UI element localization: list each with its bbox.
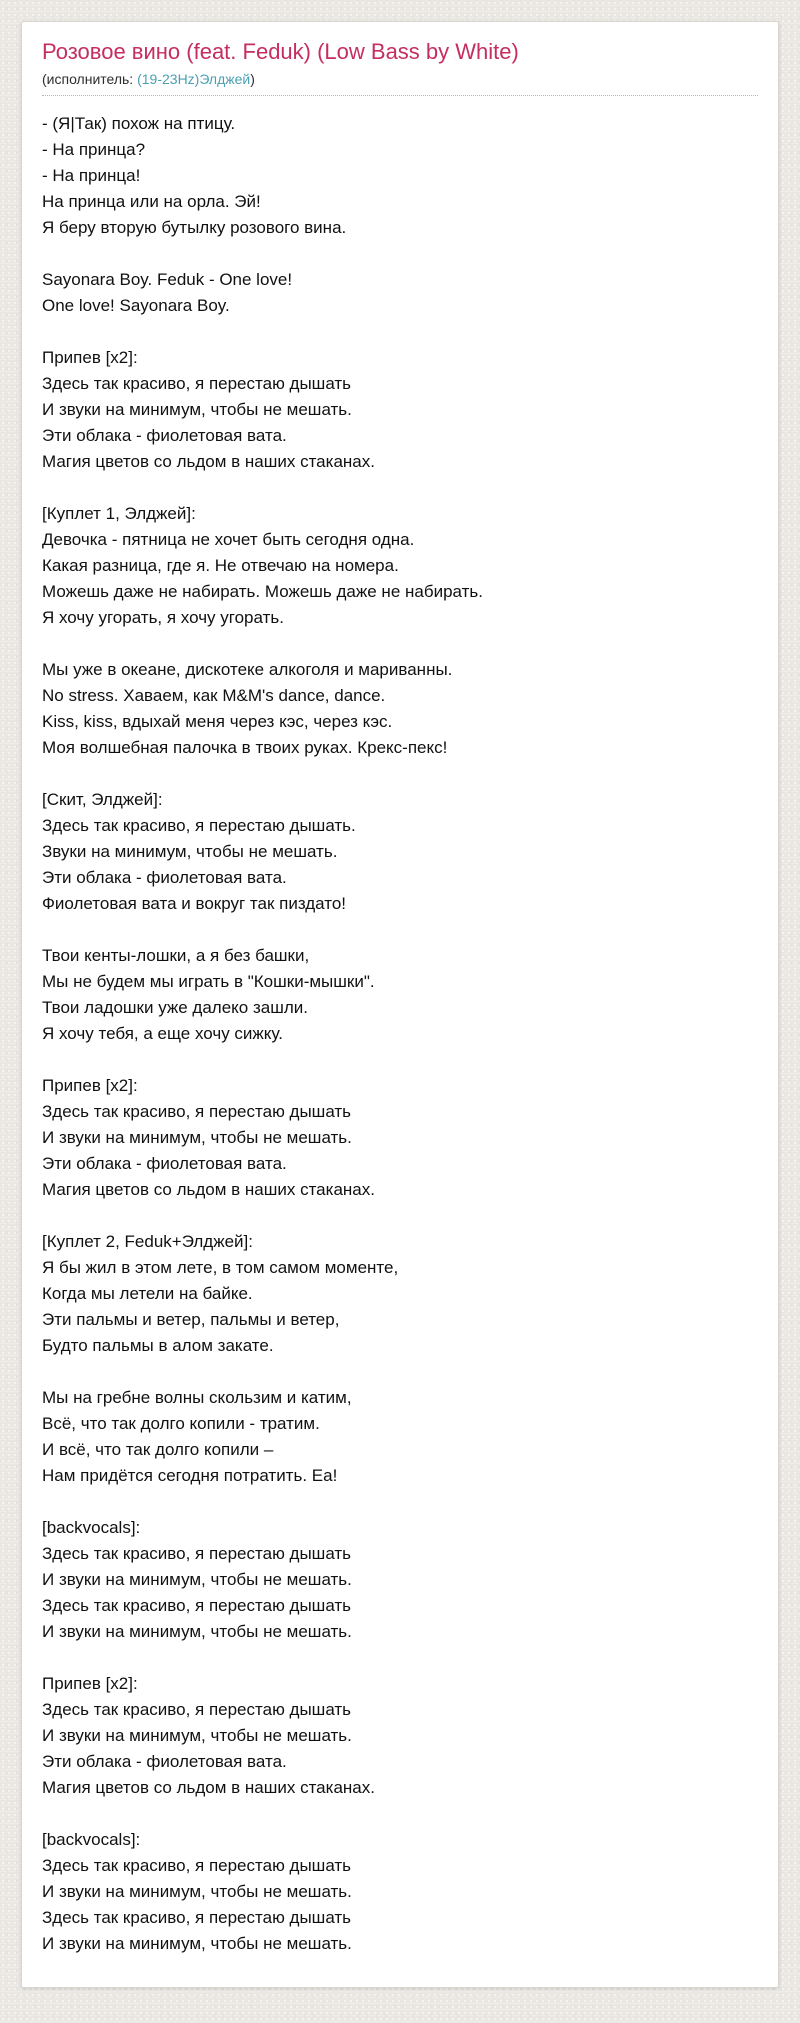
lyric-line: Припев [x2]: <box>42 1674 138 1693</box>
artist-label: (исполнитель: <box>42 71 138 87</box>
dotted-separator <box>42 95 758 96</box>
lyric-line: Здесь так красиво, я перестаю дышать <box>42 1596 352 1615</box>
lyric-line: И звуки на минимум, чтобы не мешать. <box>42 1934 352 1953</box>
lyric-line: И звуки на минимум, чтобы не мешать. <box>42 400 352 419</box>
lyric-blank-line <box>42 761 758 787</box>
lyric-line: [Скит, Элджей]: <box>42 790 163 809</box>
lyric-line: Здесь так красиво, я перестаю дышать <box>42 374 352 393</box>
lyric-line: - На принца? <box>42 140 146 159</box>
lyric-line: Девочка - пятница не хочет быть сегодня одна. <box>42 530 415 549</box>
lyric-line: Моя волшебная палочка в твоих руках. Крекс-пекс! <box>42 738 448 757</box>
lyric-line: Я беру вторую бутылку розового вина. <box>42 218 347 237</box>
lyric-line: One love! Sayonara Boy. <box>42 296 230 315</box>
lyric-line: Здесь так красиво, я перестаю дышать <box>42 1102 352 1121</box>
lyric-line: Магия цветов со льдом в наших стаканах. <box>42 1778 375 1797</box>
lyrics-card <box>21 21 779 1988</box>
lyric-line: Эти облака - фиолетовая вата. <box>42 426 287 445</box>
lyric-line: Припев [x2]: <box>42 348 138 367</box>
lyric-line: Мы на гребне волны скользим и катим, <box>42 1388 352 1407</box>
lyric-blank-line <box>42 631 758 657</box>
lyric-line: [Куплет 2, Feduk+Элджей]: <box>42 1232 253 1251</box>
lyric-blank-line <box>42 1801 758 1827</box>
lyric-line: Здесь так красиво, я перестаю дышать <box>42 1700 352 1719</box>
lyric-line: Мы не будем мы играть в "Кошки-мышки". <box>42 972 375 991</box>
lyric-line: - На принца! <box>42 166 141 185</box>
lyric-line: Звуки на минимум, чтобы не мешать. <box>42 842 338 861</box>
lyric-line: Я хочу тебя, а еще хочу сижку. <box>42 1024 283 1043</box>
lyric-line: Какая разница, где я. Не отвечаю на номера. <box>42 556 399 575</box>
lyric-line: И звуки на минимум, чтобы не мешать. <box>42 1882 352 1901</box>
lyric-line: Здесь так красиво, я перестаю дышать <box>42 1544 352 1563</box>
lyric-line: Эти облака - фиолетовая вата. <box>42 868 287 887</box>
lyrics <box>42 111 758 1957</box>
artist-link[interactable]: (19-23Hz)Элджей <box>137 71 251 87</box>
lyric-blank-line <box>42 917 758 943</box>
lyric-line: Твои кенты-лошки, а я без башки, <box>42 946 310 965</box>
lyric-line: Твои ладошки уже далеко зашли. <box>42 998 309 1017</box>
lyric-line: Нам придётся сегодня потратить. Еа! <box>42 1466 338 1485</box>
lyric-line: Магия цветов со льдом в наших стаканах. <box>42 452 375 471</box>
lyric-blank-line <box>42 1203 758 1229</box>
lyric-line: Фиолетовая вата и вокруг так пиздато! <box>42 894 347 913</box>
song-title: Розовое вино (feat. Feduk) (Low Bass by White) <box>42 39 519 64</box>
lyric-line: No stress. Хаваем, как M&M's dance, dance. <box>42 686 386 705</box>
lyric-blank-line <box>42 319 758 345</box>
lyric-line: И звуки на минимум, чтобы не мешать. <box>42 1128 352 1147</box>
lyric-line: [backvocals]: <box>42 1518 141 1537</box>
lyric-blank-line <box>42 241 758 267</box>
lyric-line: Припев [x2]: <box>42 1076 138 1095</box>
lyric-line: [Куплет 1, Элджей]: <box>42 504 196 523</box>
lyric-line: Будто пальмы в алом закате. <box>42 1336 274 1355</box>
lyric-blank-line <box>42 1359 758 1385</box>
lyric-line: Kiss, kiss, вдыхай меня через кэс, через кэс. <box>42 712 393 731</box>
lyric-line: Здесь так красиво, я перестаю дышать. <box>42 816 356 835</box>
lyric-line: Эти пальмы и ветер, пальмы и ветер, <box>42 1310 340 1329</box>
lyric-line: Всё, что так долго копили - тратим. <box>42 1414 320 1433</box>
lyric-line: И звуки на минимум, чтобы не мешать. <box>42 1570 352 1589</box>
artist-line <box>42 70 758 88</box>
lyric-line: Здесь так красиво, я перестаю дышать <box>42 1908 352 1927</box>
lyric-line: Sayonara Boy. Feduk - One love! <box>42 270 293 289</box>
lyric-line: Мы уже в океане, дискотеке алкоголя и мариванны. <box>42 660 453 679</box>
artist-label-suffix: ) <box>250 71 255 87</box>
lyric-line: Здесь так красиво, я перестаю дышать <box>42 1856 352 1875</box>
lyric-line: И звуки на минимум, чтобы не мешать. <box>42 1622 352 1641</box>
lyric-line: [backvocals]: <box>42 1830 141 1849</box>
lyric-blank-line <box>42 1489 758 1515</box>
lyric-line: - (Я|Так) похож на птицу. <box>42 114 236 133</box>
lyric-line: И всё, что так долго копили – <box>42 1440 274 1459</box>
lyric-blank-line <box>42 1047 758 1073</box>
lyric-line: И звуки на минимум, чтобы не мешать. <box>42 1726 352 1745</box>
lyric-line: Эти облака - фиолетовая вата. <box>42 1752 287 1771</box>
lyric-line: Когда мы летели на байке. <box>42 1284 253 1303</box>
lyric-blank-line <box>42 1645 758 1671</box>
lyric-line: Можешь даже не набирать. Можешь даже не набирать. <box>42 582 483 601</box>
lyric-line: Магия цветов со льдом в наших стаканах. <box>42 1180 375 1199</box>
lyric-line: Я бы жил в этом лете, в том самом моменте, <box>42 1258 399 1277</box>
lyric-line: На принца или на орла. Эй! <box>42 192 261 211</box>
lyric-blank-line <box>42 475 758 501</box>
lyric-line: Я хочу угорать, я хочу угорать. <box>42 608 284 627</box>
lyric-line: Эти облака - фиолетовая вата. <box>42 1154 287 1173</box>
